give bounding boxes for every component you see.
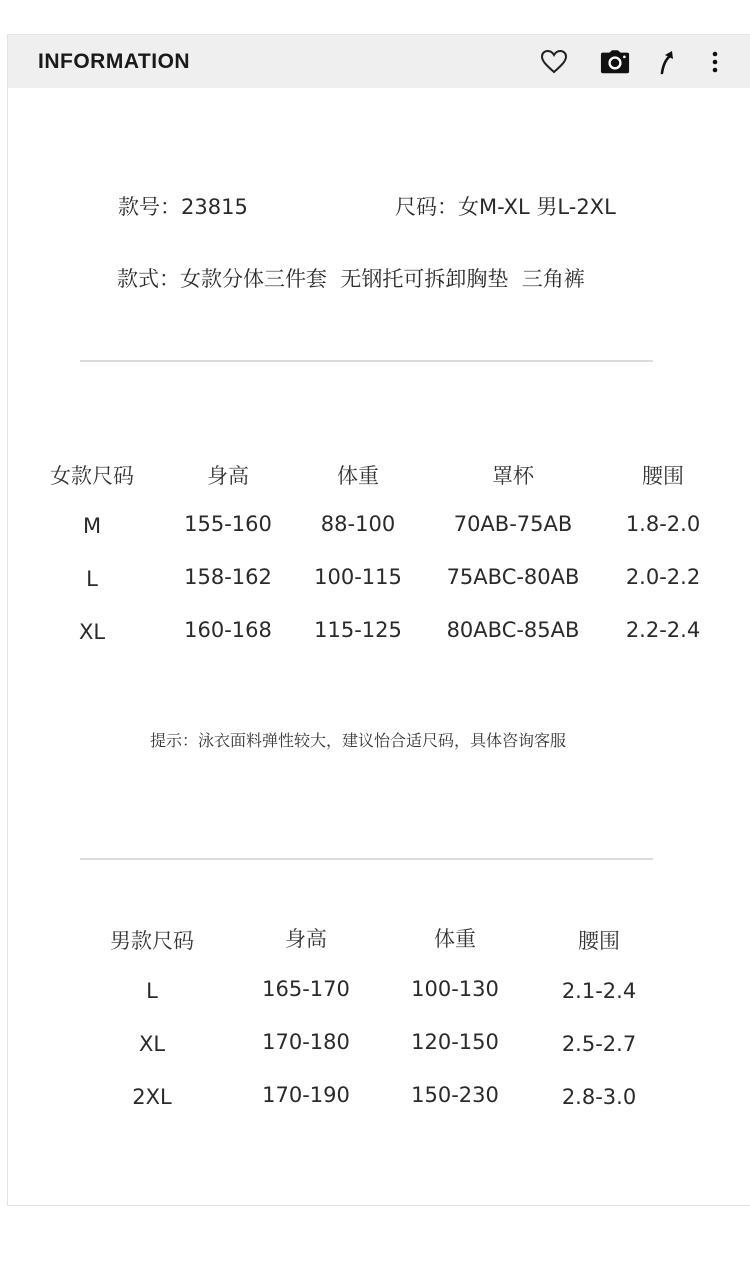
table-cell: M <box>82 514 102 538</box>
table-cell: 100-115 <box>314 565 402 589</box>
table-cell: 158-162 <box>184 565 272 589</box>
table-cell: 2.0-2.2 <box>625 565 701 589</box>
heart-icon[interactable] <box>539 47 569 77</box>
men-header-size: 男款尺码 <box>110 929 194 953</box>
more-vertical-icon[interactable] <box>700 47 730 77</box>
table-cell: 120-150 <box>411 1030 499 1054</box>
table-cell: 2.5-2.7 <box>561 1032 637 1056</box>
table-cell: 115-125 <box>314 618 402 642</box>
women-header-height: 身高 <box>207 464 249 488</box>
share-icon[interactable] <box>653 47 683 77</box>
table-cell: 80ABC-85AB <box>446 618 580 642</box>
header-title: INFORMATION <box>38 50 191 73</box>
table-cell: 165-170 <box>262 977 350 1001</box>
size-tip: 提示：泳衣面料弹性较大，建议怡合适尺码，具体咨询客服 <box>150 731 567 750</box>
divider-top <box>80 360 653 362</box>
table-cell: 170-190 <box>262 1083 350 1107</box>
table-cell: 150-230 <box>411 1083 499 1107</box>
table-cell: 2XL <box>132 1085 172 1109</box>
table-cell: 75ABC-80AB <box>446 565 580 589</box>
table-cell: L <box>146 979 158 1003</box>
table-cell: 2.2-2.4 <box>625 618 701 642</box>
table-cell: L <box>86 567 98 591</box>
table-cell: XL <box>138 1032 166 1056</box>
header-bar <box>8 35 750 88</box>
table-cell: 170-180 <box>262 1030 350 1054</box>
table-cell: 1.8-2.0 <box>625 512 701 536</box>
camera-icon[interactable] <box>600 47 630 77</box>
table-cell: 2.8-3.0 <box>561 1085 637 1109</box>
table-cell: XL <box>78 620 106 644</box>
divider-bottom <box>80 858 653 860</box>
table-cell: 155-160 <box>184 512 272 536</box>
size-range: 尺码：女M-XL 男L-2XL <box>395 195 616 219</box>
women-header-weight: 体重 <box>337 464 379 488</box>
table-cell: 160-168 <box>184 618 272 642</box>
men-header-waist: 腰围 <box>578 929 620 953</box>
style-number: 款号：23815 <box>118 195 248 219</box>
table-cell: 100-130 <box>411 977 499 1001</box>
table-cell: 88-100 <box>320 512 396 536</box>
men-header-weight: 体重 <box>434 927 476 951</box>
women-header-size: 女款尺码 <box>50 464 134 488</box>
table-cell: 70AB-75AB <box>453 512 573 536</box>
women-header-waist: 腰围 <box>642 464 684 488</box>
men-header-height: 身高 <box>285 927 327 951</box>
women-header-cup: 罩杯 <box>492 464 534 488</box>
table-cell: 2.1-2.4 <box>561 979 637 1003</box>
style-description: 款式：女款分体三件套 无钢托可拆卸胸垫 三角裤 <box>117 267 585 291</box>
